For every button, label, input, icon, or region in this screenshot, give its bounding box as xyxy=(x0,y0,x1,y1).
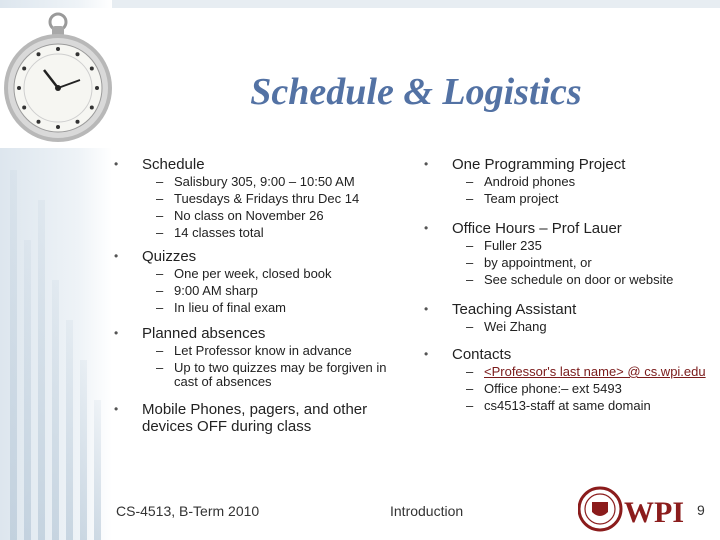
bullet-label: One Programming Project xyxy=(452,156,626,173)
bullet-contacts xyxy=(422,346,718,413)
sub-item: – Salisbury 305, 9:00 – 10:50 AM xyxy=(156,174,355,189)
bullet-marker: • xyxy=(114,402,119,416)
wpi-logo-icon xyxy=(578,484,688,534)
bullet-teaching-assistant xyxy=(422,301,718,334)
bullet-label: Teaching Assistant xyxy=(452,301,577,318)
bullet-mobile-phones xyxy=(112,401,412,435)
sub-list xyxy=(142,175,412,240)
bullet-schedule xyxy=(112,156,412,240)
sub-item: – See schedule on door or website xyxy=(466,272,674,287)
bullet-label: Office Hours – Prof Lauer xyxy=(452,220,622,237)
sub-list xyxy=(452,320,718,334)
bullet-label: Quizzes xyxy=(142,248,197,265)
sub-item: – Wei Zhang xyxy=(466,319,547,334)
sub-list xyxy=(142,267,412,315)
sub-item: – Team project xyxy=(466,191,559,206)
decorative-stripes xyxy=(6,160,106,540)
bullet-programming-project xyxy=(422,156,718,206)
footer-course: CS-4513, B-Term 2010 xyxy=(116,503,260,519)
sub-item: – <Professor's last name> @ cs.wpi.edu xyxy=(466,364,706,379)
sub-item: – by appointment, or xyxy=(466,255,592,270)
bullet-marker: • xyxy=(424,302,429,316)
sub-list xyxy=(142,344,412,389)
top-decorative-bar xyxy=(112,0,720,8)
sub-item: – 14 classes total xyxy=(156,225,264,240)
sub-item: – Android phones xyxy=(466,174,576,189)
sub-item: – In lieu of final exam xyxy=(156,300,287,315)
bullet-marker: • xyxy=(114,157,119,171)
svg-text:WPI: WPI xyxy=(624,496,684,529)
sub-item: – Fuller 235 xyxy=(466,238,542,253)
sub-item: – Tuesdays & Fridays thru Dec 14 xyxy=(156,191,360,206)
sub-item: – Let Professor know in advance xyxy=(156,343,352,358)
bullet-planned-absences xyxy=(112,325,412,389)
sub-list xyxy=(452,239,718,287)
bullet-office-hours xyxy=(422,220,718,287)
sub-item: – cs4513-staff at same domain xyxy=(466,398,651,413)
footer-section: Introduction xyxy=(390,503,464,519)
bullet-marker: • xyxy=(114,326,119,340)
page-number: 9 xyxy=(697,502,705,518)
slide-title: Schedule & Logistics xyxy=(250,71,582,113)
sub-item: – No class on November 26 xyxy=(156,208,324,223)
bullet-marker: • xyxy=(424,157,429,171)
sub-item: – Up to two quizzes may be forgiven in cast of absences xyxy=(156,360,387,389)
bullet-marker: • xyxy=(424,221,429,235)
bullet-marker: • xyxy=(114,249,119,263)
sub-item: – One per week, closed book xyxy=(156,266,332,281)
email-link[interactable]: <Professor's last name> @ cs.wpi.edu xyxy=(484,364,706,379)
left-column xyxy=(112,156,412,435)
sub-list xyxy=(452,365,718,413)
right-column xyxy=(422,156,718,416)
bullet-label: Contacts xyxy=(452,346,512,363)
bullet-label: Mobile Phones, pagers, and other devices OFF during class xyxy=(142,401,368,435)
sub-item: – Office phone:– ext 5493 xyxy=(466,381,622,396)
bullet-label: Schedule xyxy=(142,156,205,173)
bullet-label: Planned absences xyxy=(142,325,266,342)
bullet-marker: • xyxy=(424,347,429,361)
sub-list xyxy=(452,175,718,206)
pocket-watch-icon xyxy=(0,8,112,148)
bullet-quizzes xyxy=(112,248,412,315)
sub-item: – 9:00 AM sharp xyxy=(156,283,258,298)
